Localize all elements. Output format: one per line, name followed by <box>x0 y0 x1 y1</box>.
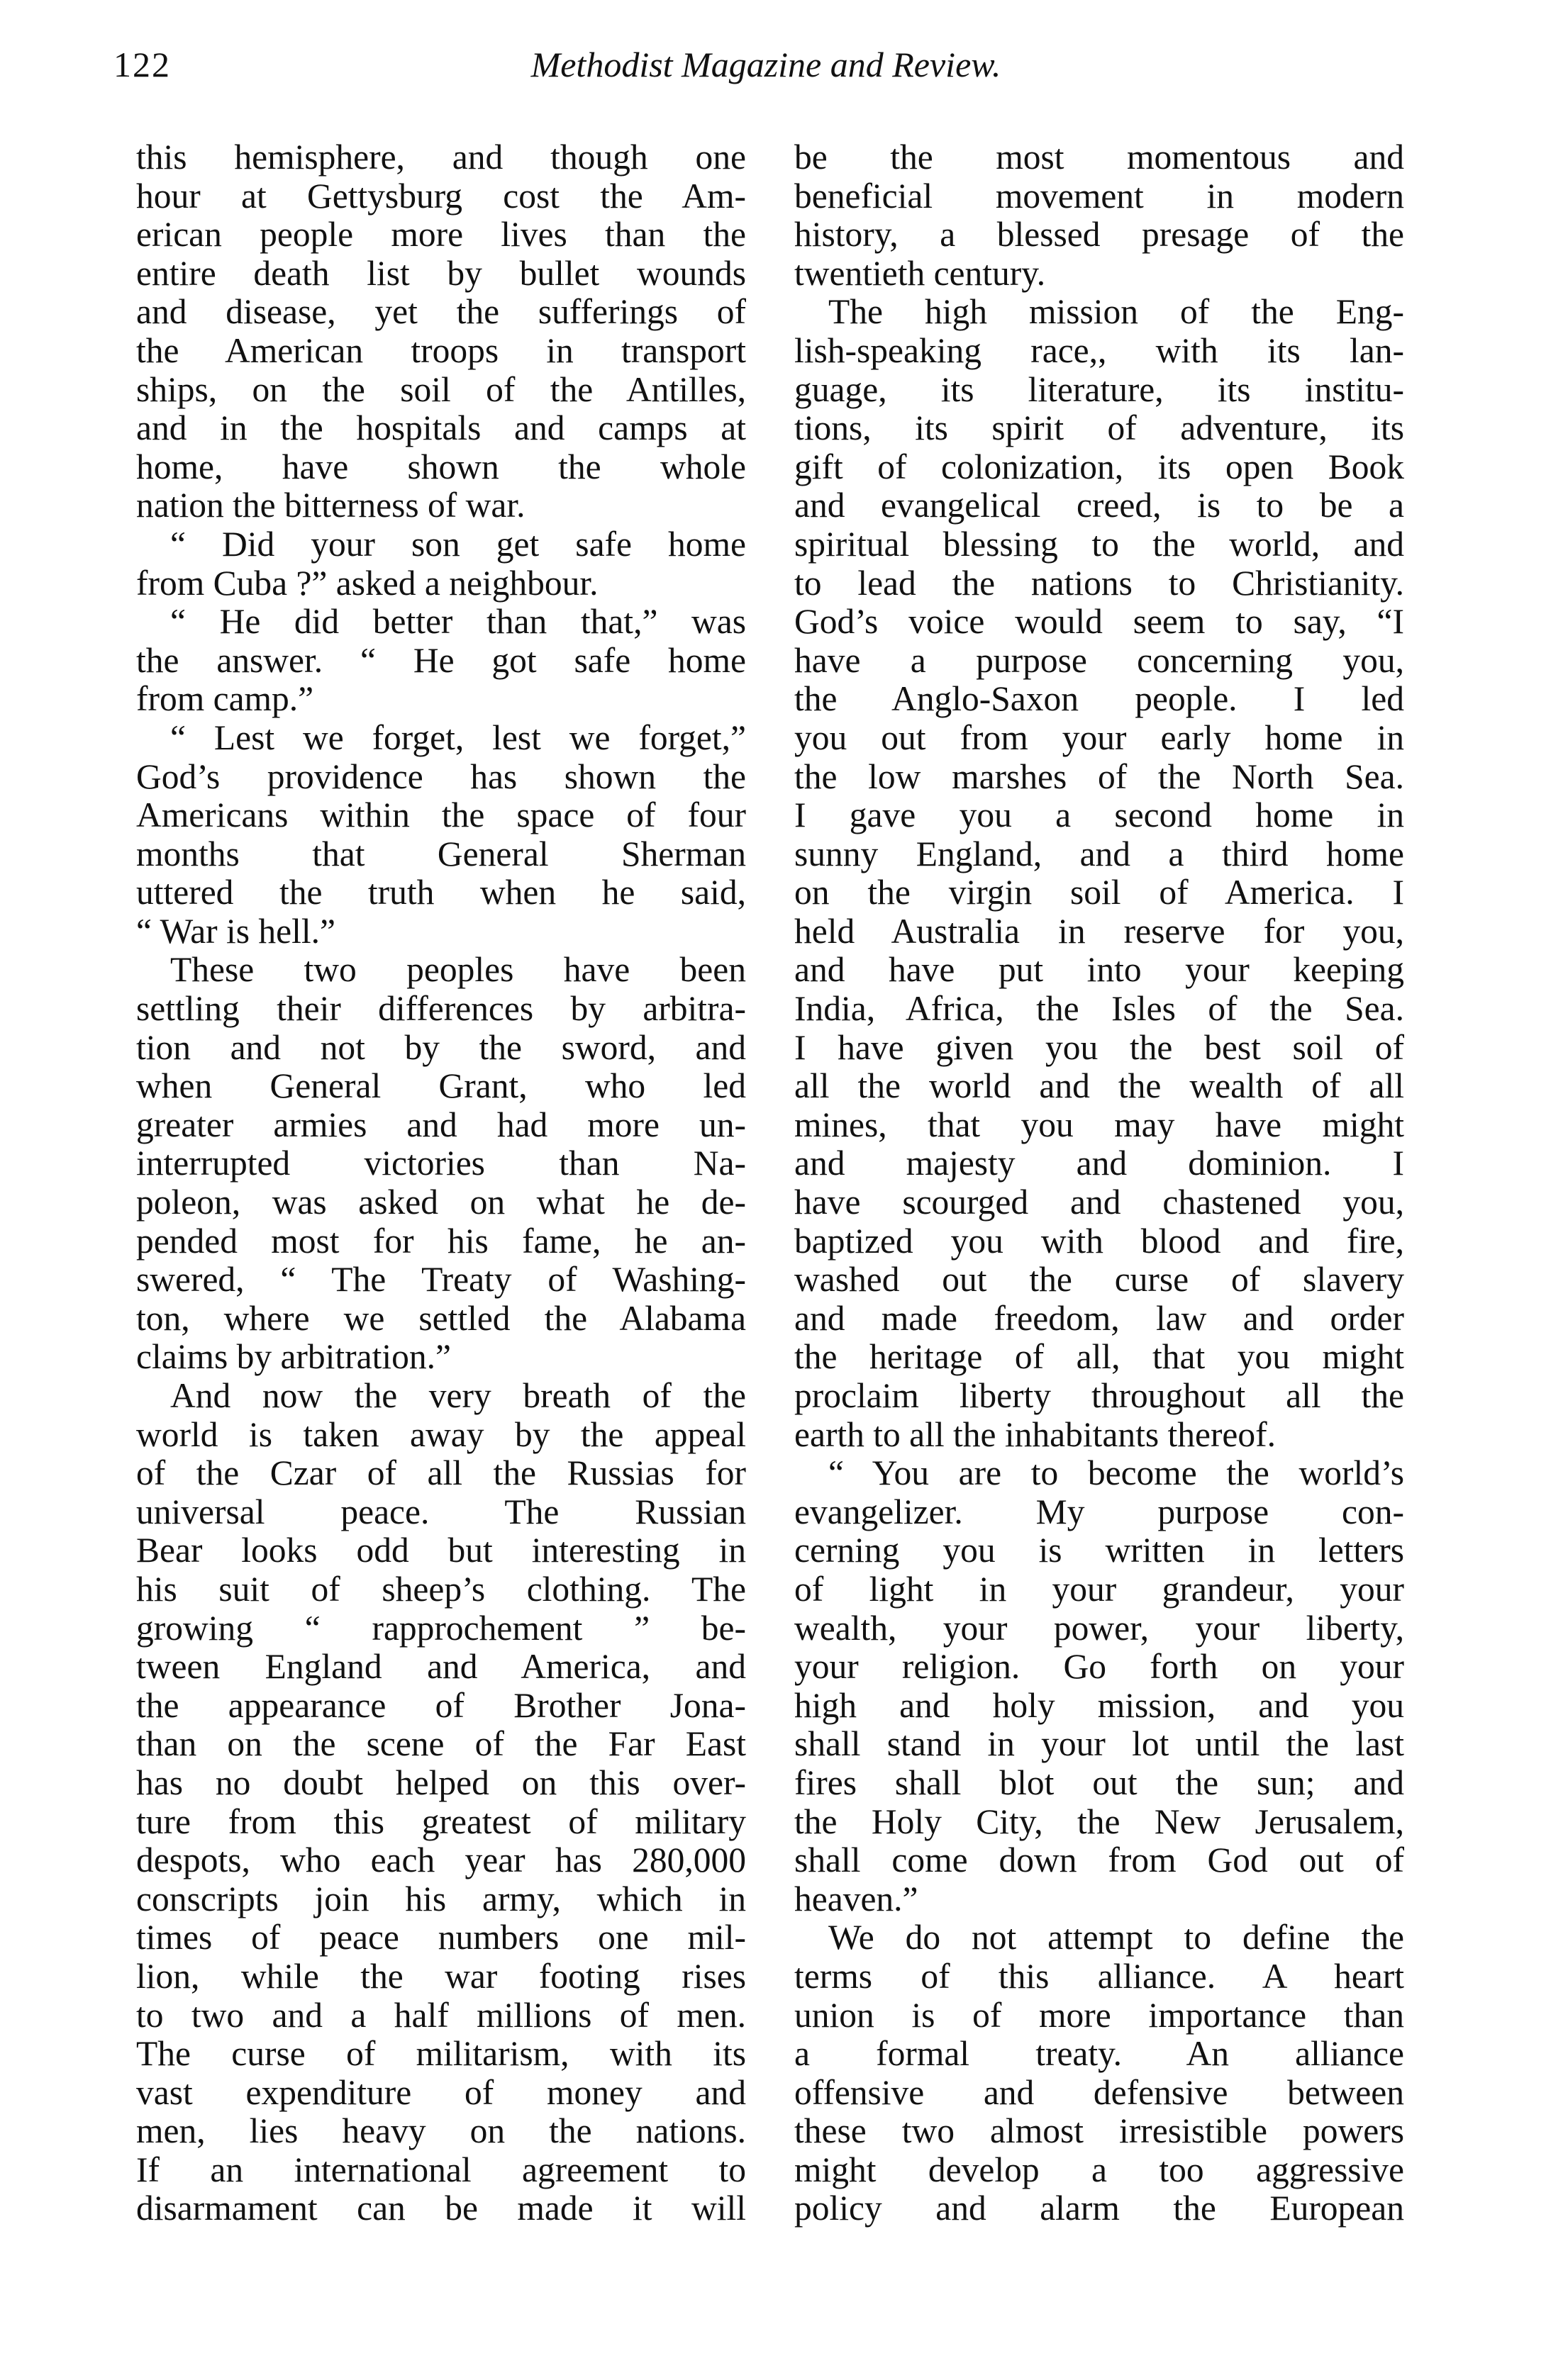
text-line: ture from this greatest of military <box>136 1801 746 1841</box>
text-line: cerning you is written in letters <box>794 1531 1404 1570</box>
text-line: pended most for his fame, he an- <box>136 1221 746 1261</box>
paragraph-high-mission <box>794 293 1404 1454</box>
text-line: God’s voice would seem to say, “I <box>794 602 1404 642</box>
page-header <box>113 44 1418 101</box>
text-line: tions, its spirit of adventure, its <box>794 408 1404 448</box>
text-line: policy and alarm the European <box>794 2189 1404 2228</box>
text-line: erican people more lives than the <box>136 215 746 255</box>
text-line: entire death list by bullet wounds <box>136 253 746 293</box>
text-line: fires shall blot out the sun; and <box>794 1762 1404 1802</box>
page-number: 122 <box>113 45 171 84</box>
text-line: men, lies heavy on the nations. <box>136 2111 746 2151</box>
text-line: heaven.” <box>794 1879 918 1918</box>
text-line: poleon, was asked on what he de- <box>136 1183 746 1222</box>
text-line: The high mission of the Eng- <box>828 292 1404 332</box>
text-line: the Anglo-Saxon people. I led <box>794 679 1404 719</box>
text-line: and evangelical creed, is to be a <box>794 486 1404 525</box>
text-line: tween England and America, and <box>136 1647 746 1687</box>
paragraph-arbitration <box>136 951 746 1377</box>
text-line: If an international agreement to <box>136 2150 746 2189</box>
text-line: ships, on the soil of the Antilles, <box>136 369 746 409</box>
text-line: from Cuba ?” asked a neighbour. <box>136 563 599 603</box>
paragraph-answer <box>136 603 746 719</box>
text-line: shall come down from God out of <box>794 1840 1404 1880</box>
paragraph-cuba-question <box>136 525 746 603</box>
text-line: conscripts join his army, which in <box>136 1879 746 1918</box>
text-line: We do not attempt to define the <box>828 1918 1404 1957</box>
text-line: to lead the nations to Christianity. <box>794 563 1404 603</box>
text-line: months that General Sherman <box>136 834 746 873</box>
text-line: high and holy mission, and you <box>794 1685 1404 1725</box>
text-line: sunny England, and a third home <box>794 834 1404 873</box>
text-line: might develop a too aggressive <box>794 2150 1404 2189</box>
text-line: vast expenditure of money and <box>136 2072 746 2112</box>
text-line: The curse of militarism, with its <box>136 2034 746 2074</box>
text-line: has no doubt helped on this over- <box>136 1762 746 1802</box>
text-line: a formal treaty. An alliance <box>794 2034 1404 2074</box>
text-line: And now the very breath of the <box>170 1376 746 1415</box>
text-line: and disease, yet the sufferings of <box>136 292 746 332</box>
text-line: Americans within the space of four <box>136 795 746 835</box>
text-line: nation the bitterness of war. <box>136 486 525 525</box>
text-line: when General Grant, who led <box>136 1066 746 1106</box>
text-line: union is of more importance than <box>794 1995 1404 2035</box>
text-line: claims by arbitration.” <box>136 1337 451 1377</box>
text-line: universal peace. The Russian <box>136 1492 746 1531</box>
text-line: proclaim liberty throughout all the <box>794 1376 1404 1415</box>
text-line: India, Africa, the Isles of the Sea. <box>794 989 1404 1029</box>
text-line: spiritual blessing to the world, and <box>794 524 1404 564</box>
paragraph-alliance <box>794 1918 1404 2228</box>
text-line: settling their differences by arbitra- <box>136 989 746 1029</box>
text-line: offensive and defensive between <box>794 2072 1404 2112</box>
text-line: baptized you with blood and fire, <box>794 1221 1404 1261</box>
text-line: lish-speaking race,, with its lan- <box>794 330 1404 370</box>
text-line: than on the scene of the Far East <box>136 1724 746 1764</box>
text-line: washed out the curse of slavery <box>794 1260 1404 1300</box>
text-line: held Australia in reserve for you, <box>794 911 1404 951</box>
text-line: “ War is hell.” <box>136 911 335 951</box>
text-line: from camp.” <box>136 679 314 719</box>
text-line: you out from your early home in <box>794 717 1404 757</box>
text-line: Bear looks odd but interesting in <box>136 1531 746 1570</box>
text-line: and in the hospitals and camps at <box>136 408 746 448</box>
text-line: “ Did your son get safe home <box>170 524 746 564</box>
text-line: disarmament can be made it will <box>136 2189 746 2228</box>
text-line: gift of colonization, its open Book <box>794 447 1404 486</box>
text-line: and made freedom, law and order <box>794 1298 1404 1338</box>
text-line: on the virgin soil of America. I <box>794 873 1404 912</box>
text-line: I have given you the best soil of <box>794 1027 1404 1067</box>
paragraph-czar <box>136 1377 746 2228</box>
text-line: despots, who each year has 280,000 <box>136 1840 746 1880</box>
text-line: and majesty and dominion. I <box>794 1144 1404 1183</box>
running-title: Methodist Magazine and Review. <box>530 45 1001 84</box>
text-line: this hemisphere, and though one <box>136 138 746 177</box>
text-line: these two almost irresistible powers <box>794 2111 1404 2151</box>
text-line: “ He did better than that,” was <box>170 602 746 642</box>
paragraph-evangelizer <box>794 1454 1404 1918</box>
text-line: tion and not by the sword, and <box>136 1027 746 1067</box>
text-line: world is taken away by the appeal <box>136 1414 746 1454</box>
text-line: shall stand in your lot until the last <box>794 1724 1404 1764</box>
text-line: greater armies and had more un- <box>136 1105 746 1144</box>
text-line: be the most momentous and <box>794 138 1404 177</box>
paragraph-lest-we-forget <box>136 719 746 951</box>
text-line: lion, while the war footing rises <box>136 1956 746 1996</box>
text-line: These two peoples have been <box>170 950 746 990</box>
text-line: have scourged and chastened you, <box>794 1183 1404 1222</box>
text-line: mines, that you may have might <box>794 1105 1404 1144</box>
text-line: the heritage of all, that you might <box>794 1337 1404 1377</box>
text-line: God’s providence has shown the <box>136 756 746 796</box>
text-line: history, a blessed presage of the <box>794 215 1404 255</box>
text-line: times of peace numbers one mil- <box>136 1918 746 1957</box>
text-line: twentieth century. <box>794 253 1046 293</box>
text-line: evangelizer. My purpose con- <box>794 1492 1404 1531</box>
text-line: beneficial movement in modern <box>794 176 1404 216</box>
text-line: the American troops in transport <box>136 330 746 370</box>
text-line: all the world and the wealth of all <box>794 1066 1404 1106</box>
text-line: terms of this alliance. A heart <box>794 1956 1404 1996</box>
text-line: home, have shown the whole <box>136 447 746 486</box>
left-column <box>136 138 746 2228</box>
text-line: guage, its literature, its institu- <box>794 369 1404 409</box>
text-line: wealth, your power, your liberty, <box>794 1608 1404 1648</box>
text-line: the low marshes of the North Sea. <box>794 756 1404 796</box>
text-line: the answer. “ He got safe home <box>136 640 746 680</box>
text-line: to two and a half millions of men. <box>136 1995 746 2035</box>
text-line: “ Lest we forget, lest we forget,” <box>170 717 746 757</box>
text-line: interrupted victories than Na- <box>136 1144 746 1183</box>
text-line: hour at Gettysburg cost the Am- <box>136 176 746 216</box>
paragraph-momentous <box>794 138 1404 293</box>
text-line: of the Czar of all the Russias for <box>136 1453 746 1493</box>
text-line: ton, where we settled the Alabama <box>136 1298 746 1338</box>
text-line: your religion. Go forth on your <box>794 1647 1404 1687</box>
text-line: the Holy City, the New Jerusalem, <box>794 1801 1404 1841</box>
text-line: earth to all the inhabitants thereof. <box>794 1414 1277 1454</box>
text-line: I gave you a second home in <box>794 795 1404 835</box>
text-line: his suit of sheep’s clothing. The <box>136 1569 746 1609</box>
text-line: the appearance of Brother Jona- <box>136 1685 746 1725</box>
text-line: have a purpose concerning you, <box>794 640 1404 680</box>
paragraph-hemisphere <box>136 138 746 525</box>
right-column <box>794 138 1404 2228</box>
text-line: “ You are to become the world’s <box>828 1453 1404 1493</box>
text-line: swered, “ The Treaty of Washing- <box>136 1260 746 1300</box>
text-line: growing “ rapprochement ” be- <box>136 1608 746 1648</box>
text-line: and have put into your keeping <box>794 950 1404 990</box>
text-line: of light in your grandeur, your <box>794 1569 1404 1609</box>
text-line: uttered the truth when he said, <box>136 873 746 912</box>
